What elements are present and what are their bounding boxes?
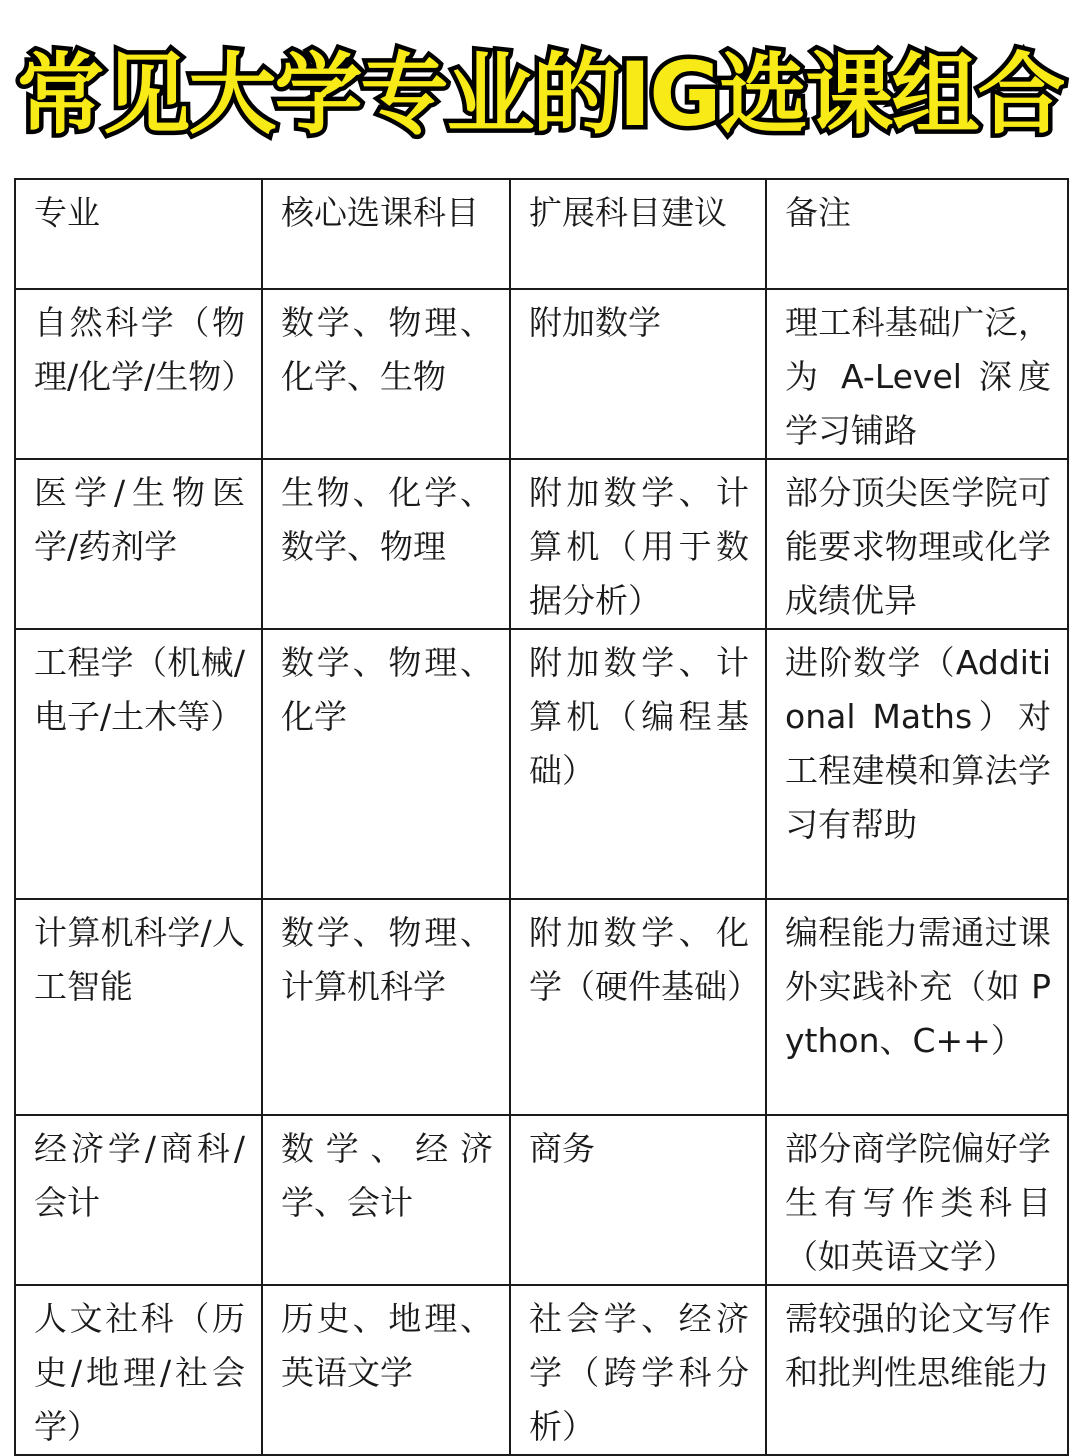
table-row	[15, 1285, 1068, 1455]
page-title: 常见大学专业的IG选课组合	[16, 43, 1064, 146]
title-banner	[0, 18, 1080, 158]
cell-extended-subjects: 附加数学、计算机（用于数据分析）	[510, 459, 766, 629]
cell-notes: 部分商学院偏好学生有写作类科目（如英语文学）	[766, 1115, 1068, 1285]
cell-notes: 编程能力需通过课外实践补充（如 Python、C++）	[766, 899, 1068, 1115]
table-header-row	[15, 179, 1068, 289]
cell-core-subjects: 数学、物理、计算机科学	[262, 899, 510, 1115]
cell-notes: 部分顶尖医学院可能要求物理或化学成绩优异	[766, 459, 1068, 629]
table-row	[15, 459, 1068, 629]
course-combination-table	[14, 178, 1069, 1456]
cell-major: 自然科学（物理/化学/生物）	[15, 289, 262, 459]
cell-extended-subjects: 附加数学、计算机（编程基础）	[510, 629, 766, 899]
cell-extended-subjects: 附加数学、化学（硬件基础）	[510, 899, 766, 1115]
cell-major: 工程学（机械/电子/土木等）	[15, 629, 262, 899]
table-row	[15, 1115, 1068, 1285]
cell-core-subjects: 历史、地理、英语文学	[262, 1285, 510, 1455]
cell-notes: 需较强的论文写作和批判性思维能力	[766, 1285, 1068, 1455]
cell-notes: 理工科基础广泛，为 A-Level 深度学习铺路	[766, 289, 1068, 459]
table-row	[15, 899, 1068, 1115]
cell-core-subjects: 数学、物理、化学、生物	[262, 289, 510, 459]
cell-major: 经济学/商科/会计	[15, 1115, 262, 1285]
table-row	[15, 289, 1068, 459]
cell-extended-subjects: 商务	[510, 1115, 766, 1285]
header-major: 专业	[15, 179, 262, 289]
cell-extended-subjects: 社会学、经济学（跨学科分析）	[510, 1285, 766, 1455]
cell-core-subjects: 数学、物理、化学	[262, 629, 510, 899]
cell-major: 医学/生物医学/药剂学	[15, 459, 262, 629]
cell-major: 人文社科（历史/地理/社会学）	[15, 1285, 262, 1455]
cell-notes: 进阶数学（Additional Maths）对工程建模和算法学习有帮助	[766, 629, 1068, 899]
table-row	[15, 629, 1068, 899]
header-notes: 备注	[766, 179, 1068, 289]
header-core-subjects: 核心选课科目	[262, 179, 510, 289]
cell-core-subjects: 生物、化学、数学、物理	[262, 459, 510, 629]
header-extended-subjects: 扩展科目建议	[510, 179, 766, 289]
cell-major: 计算机科学/人工智能	[15, 899, 262, 1115]
cell-core-subjects: 数学、经济学、会计	[262, 1115, 510, 1285]
cell-extended-subjects: 附加数学	[510, 289, 766, 459]
